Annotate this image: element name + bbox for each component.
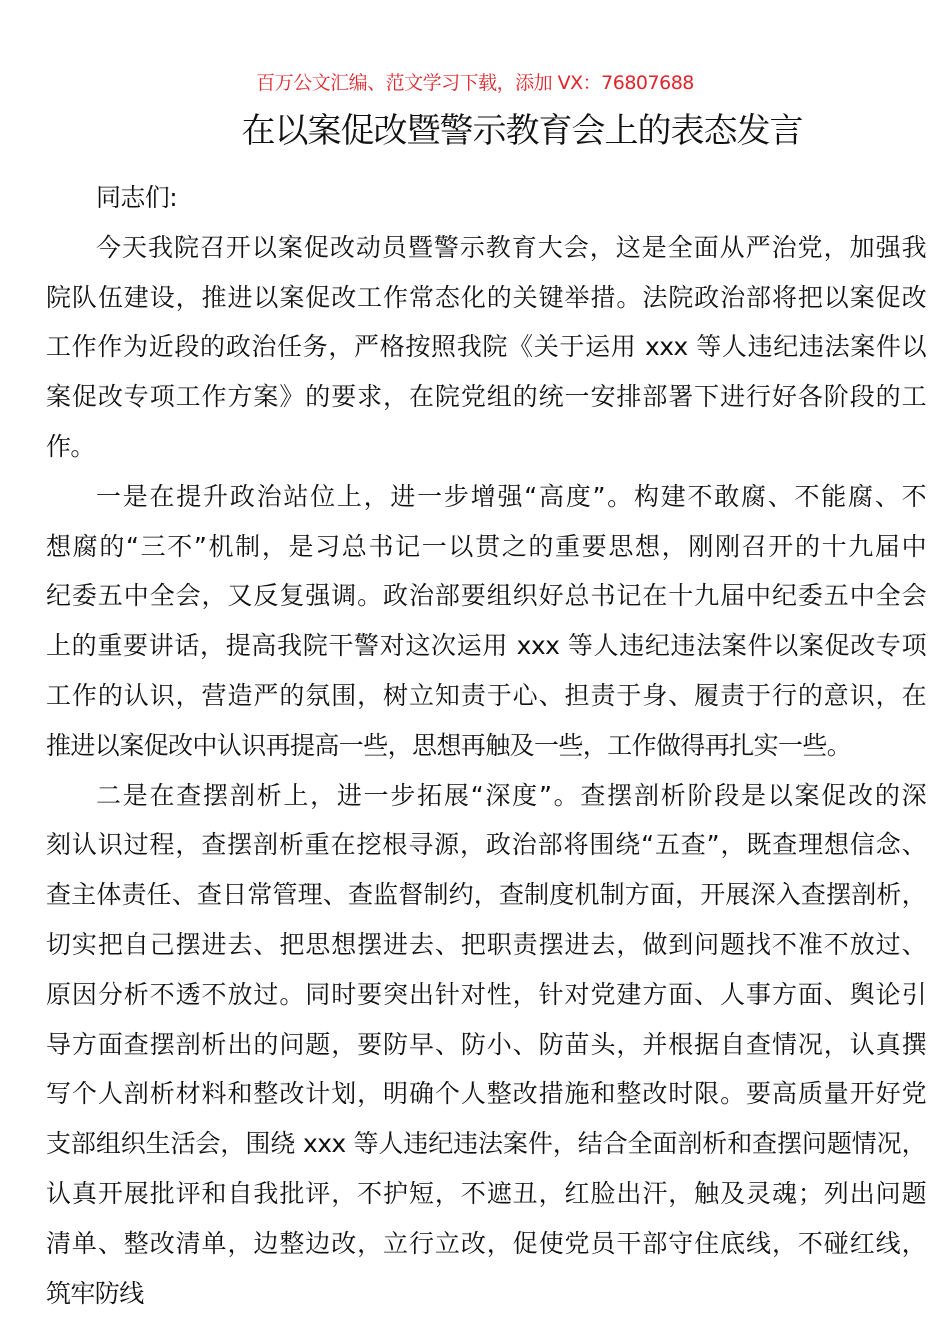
- paragraph-line: 纪委五中全会，又反复强调。政治部要组织好总书记在十九届中纪委五中全会: [46, 581, 926, 611]
- paragraph-line: 查主体责任、查日常管理、查监督制约，查制度机制方面，开展深入查摆剖析，: [46, 880, 926, 910]
- paragraph-line: 推进以案促改中认识再提高一些，思想再触及一些，工作做得再扎实一些。: [46, 730, 852, 760]
- paragraph-line: 刻认识过程，查摆剖析重在挖根寻源，政治部将围绕“五查”，既查理想信念、: [46, 830, 926, 860]
- greeting: 同志们:: [96, 183, 178, 212]
- paragraph-line: 一是在提升政治站位上，进一步增强“高度”。构建不敢腐、不能腐、不: [96, 481, 926, 511]
- paragraph-line: 想腐的“三不”机制，是习总书记一以贯之的重要思想，刚刚召开的十九届中: [46, 531, 926, 561]
- paragraph-line: 今天我院召开以案促改动员暨警示教育大会，这是全面从严治党，加强我: [96, 232, 926, 262]
- paragraph-line: 工作作为近段的政治任务，严格按照我院《关于运用 xxx 等人违纪违法案件以: [46, 332, 926, 362]
- paragraph-line: 二是在查摆剖析上，进一步拓展“深度”。查摆剖析阶段是以案促改的深: [96, 780, 926, 810]
- paragraph-line: 认真开展批评和自我批评，不护短，不遮丑，红脸出汗，触及灵魂；列出问题: [46, 1178, 926, 1208]
- document-title: 在以案促改暨警示教育会上的表态发言: [241, 111, 803, 151]
- paragraph-line: 筑牢防线: [46, 1278, 144, 1308]
- paragraph-line: 作。: [46, 431, 95, 461]
- paragraph-line: 切实把自己摆进去、把思想摆进去、把职责摆进去，做到问题找不准不放过、: [46, 929, 926, 959]
- paragraph-line: 清单、整改清单，边整边改，立行立改，促使党员干部守住底线，不碰红线，: [46, 1228, 926, 1258]
- paragraph-line: 案促改专项工作方案》的要求，在院党组的统一安排部署下进行好各阶段的工: [46, 382, 926, 412]
- paragraph-line: 支部组织生活会，围绕 xxx 等人违纪违法案件，结合全面剖析和查摆问题情况，: [46, 1129, 926, 1159]
- paragraph-line: 工作的认识，营造严的氛围，树立知责于心、担责于身、履责于行的意识，在: [46, 680, 926, 710]
- watermark-banner: 百万公文汇编、范文学习下载，添加 VX：76807688: [256, 72, 694, 94]
- paragraph: [46, 771, 926, 1319]
- paragraph-line: 院队伍建设，推进以案促改工作常态化的关键举措。法院政治部将把以案促改: [46, 282, 926, 312]
- paragraph: [46, 223, 926, 472]
- document-body: [46, 173, 926, 1318]
- paragraph-line: 原因分析不透不放过。同时要突出针对性，针对党建方面、人事方面、舆论引: [46, 979, 926, 1009]
- paragraph-line: 上的重要讲话，提高我院干警对这次运用 xxx 等人违纪违法案件以案促改专项: [46, 631, 926, 661]
- paragraph-line: 导方面查摆剖析出的问题，要防早、防小、防苗头，并根据自查情况，认真撰: [46, 1029, 926, 1059]
- paragraph: [46, 472, 926, 771]
- paragraph-line: 写个人剖析材料和整改计划，明确个人整改措施和整改时限。要高质量开好党: [46, 1079, 926, 1109]
